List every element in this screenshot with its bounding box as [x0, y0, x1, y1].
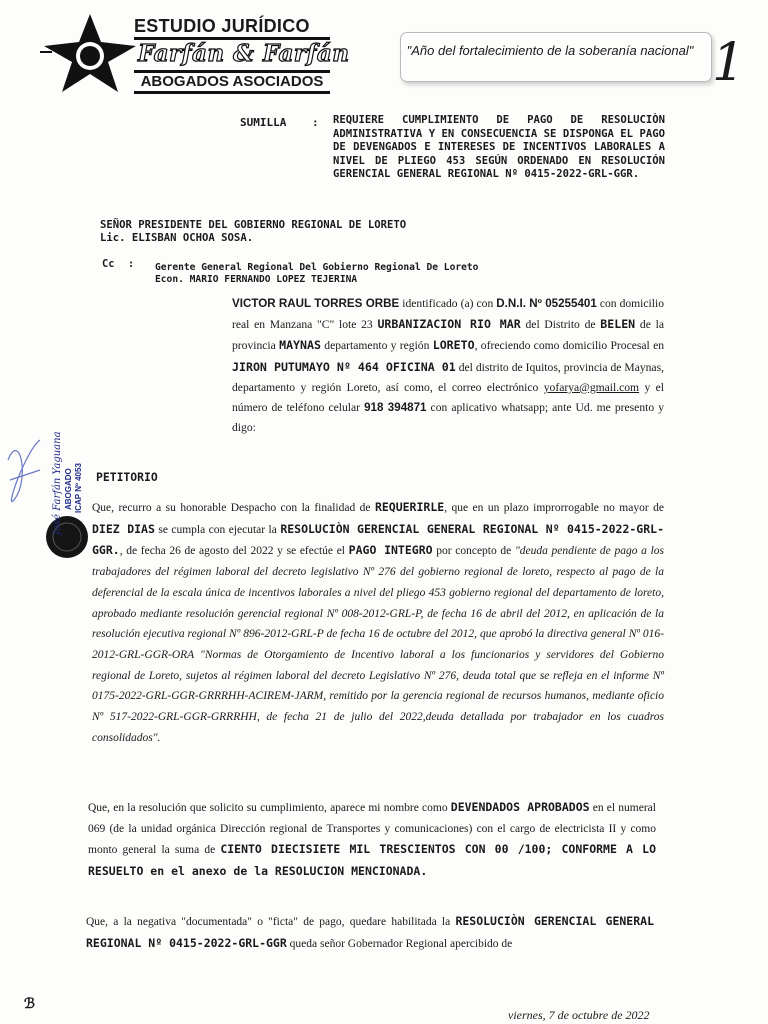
cc-label: Cc [102, 258, 115, 270]
diez-dias: DIEZ DIAS [92, 521, 155, 536]
intro-text: con domicilio real en Manzana "C" lote 23 [232, 297, 665, 332]
paragraph-text: Que, a la negativa "documentada" o "ficta" de pago, quedare habilitada la [86, 916, 456, 928]
paragraph-text: en el numeral 069 (de la unidad orgánica Dirección regional de Transportes y comunicaciones) con el cargo de electricista II y como monto general la suma de [88, 802, 656, 856]
email-link[interactable]: yofarya@gmail.com [543, 380, 640, 394]
footer-mark-icon: ℬ [24, 997, 36, 1012]
sumilla-label: SUMILLA [240, 116, 287, 129]
pago-integro: PAGO INTEGRO [348, 543, 433, 558]
year-motto: "Año del fortalecimiento de la soberanía nacional" [406, 43, 694, 58]
stamp-signature-name: José Farfán Yaguana [52, 431, 63, 535]
intro-text: del Distrito de [520, 318, 601, 332]
amount-in-words: CIENTO DIECISIETE MIL TRESCIENTOS CON 00 /100; CONFORME A LO RESUELTO en el anexo de la RESOLUCION MENCIONADA. [88, 842, 657, 878]
cc-recipient-title: Gerente General Regional Del Gobierno Regional De Loreto [155, 262, 479, 273]
petitorio-paragraph-1 [92, 497, 664, 748]
paragraph-text: por concepto de [432, 545, 515, 558]
dni-number: D.N.I. Nº 05255401 [496, 297, 597, 310]
resolution-reference: RESOLUCIÒN GERENCIAL GENERAL REGIONAL Nº 0415-2022-GRL-GGR [86, 914, 654, 950]
footer-date: viernes, 7 de octubre de 2022 [508, 1008, 650, 1022]
paragraph-text: queda señor Gobernador Regional apercibido de [286, 938, 513, 950]
petitorio-paragraph-3 [86, 911, 654, 955]
urbanization: URBANIZACION RIO MAR [377, 317, 521, 332]
cc-recipient-name: Econ. MARIO FERNANDO LOPEZ TEJERINA [155, 274, 358, 285]
requerirle: REQUERIRLE [374, 500, 445, 514]
addressee-block [100, 219, 406, 244]
resolution-reference: RESOLUCIÒN GERENCIAL GENERAL REGIONAL Nº 0415-2022-GRL-GGR. [92, 521, 664, 558]
petitioner-name: VICTOR RAUL TORRES ORBE [232, 297, 400, 310]
paragraph-text: , que en un plazo improrrogable no mayor de [444, 502, 664, 514]
intro-paragraph [232, 294, 664, 438]
province: MAYNAS [279, 338, 321, 353]
paragraph-text: , de fecha 26 de agosto del 2022 y se efectúe el [119, 545, 349, 558]
procedural-address: JIRON PUTUMAYO Nº 464 OFICINA 01 [232, 359, 456, 374]
addressee-name: Lic. ELISBAN OCHOA SOSA. [100, 231, 254, 244]
page-number: 1 [712, 33, 746, 93]
cc-colon: : [128, 258, 135, 270]
petitorio-heading: PETITORIO [96, 470, 158, 484]
paragraph-text: se cumpla con ejecutar la [154, 523, 281, 536]
region: LORETO [432, 338, 475, 353]
stamp-registration: ICAP Nº 4053 [74, 463, 83, 513]
intro-text: del distrito de Iquitos, provincia de Maynas, departamento y región Loreto, así como, el correo electrónico [232, 360, 664, 394]
firm-name-line3: ABOGADOS ASOCIADOS [134, 70, 330, 94]
paragraph-text: Que, en la resolución que solicito su cumplimiento, aparece mi nombre como [88, 802, 451, 814]
sumilla-text: REQUIERE CUMPLIMIENTO DE PAGO DE RESOLUCIÒN ADMINISTRATIVA Y EN CONSECUENCIA SE DISPONGA EL PAGO DE DEVENGADOS E INTERESES DE INCENTIVOS LABORALES A NIVEL DE PLIEGO 453 SEGÚN ORDENADO EN RESOLUCIÓN GERENCIAL GENERAL REGIONAL Nº 0415-2022-GRL-GGR. [333, 114, 665, 180]
sumilla-colon: : [312, 116, 319, 129]
devengados-aprobados: DEVENDADOS APROBADOS [450, 800, 590, 814]
intro-text: con aplicativo whatsapp; ante Ud. me presento y digo: [232, 401, 664, 435]
intro-text: identificado (a) con [399, 297, 497, 310]
firm-name-line2: Farfán & Farfán [138, 40, 350, 67]
district: BELEN [600, 317, 636, 332]
phone-number: 918 394871 [364, 401, 427, 415]
firm-name-line1: ESTUDIO JURÍDICO [134, 16, 330, 40]
stamp-text [52, 395, 83, 545]
intro-text: , ofreciendo como domicilio Procesal en [474, 339, 665, 353]
cc-recipient [155, 262, 478, 286]
intro-text: de la provincia [232, 318, 664, 353]
debt-quote: "deuda pendiente de pago a los trabajadores del régimen laboral del decreto legislativo Nº 276 del gobierno regional de loreto, respecto al pago de la deferencial de la escala única de incentivos laborales a nivel del pliego 453 gobierno regional del departamento de loreto, aprobado mediante resolución gerencial regional Nº 008-2012-GRL-P, de fecha 16 de abril del 2012, en aplicación de la resolución ejecutiva regional Nº 896-2012-GRL-P de fecha 16 de octubre del 2012, que aprobó la directiva general Nº 016-2012-GRL-GGR-ORA "Normas de Otorgamiento de Incentivo laboral a los funcionarios y servidores del Gobierno regional de Loreto, sujetos al régimen laboral del decreto Legislativo Nº 276, deuda total que se refleja en el informe Nº 0175-2022-GRL-GGR-GRRRHH-ACIREM-JARM, remitido por la gerencia regional de recursos humanos, mediante oficio Nº 517-2022-GRL-GGR-GRRRHH, de fecha 21 de julio del 2022,deuda detallada por trabajador en los cuadros consolidados". [92, 545, 664, 744]
petitorio-paragraph-2 [88, 797, 656, 882]
paragraph-text: Que, recurro a su honorable Despacho con la finalidad de [92, 502, 375, 514]
stamp-title: ABOGADO [64, 468, 73, 510]
addressee-title: SEÑOR PRESIDENTE DEL GOBIERNO REGIONAL DE LORETO [100, 219, 407, 231]
intro-text: y el número de teléfono celular [232, 380, 664, 415]
intro-text: departamento y región [320, 339, 433, 353]
firm-logo-star-icon [40, 12, 140, 94]
